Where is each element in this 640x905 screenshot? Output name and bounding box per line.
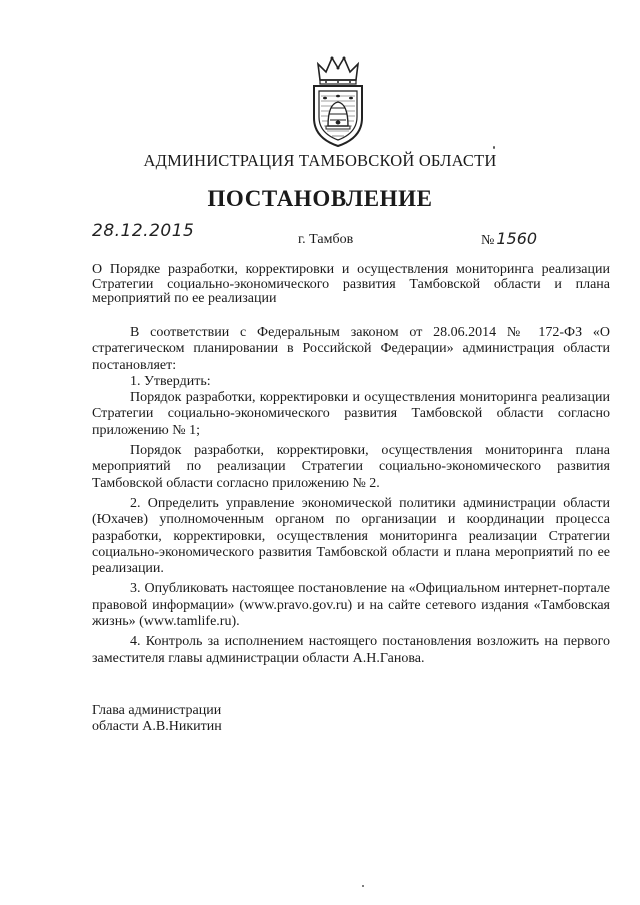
body-paragraph: Порядок разработки, корректировки и осуществления мониторинга реализации Стратегии социально-экономического развития Тамбовской области согласно приложению № 1; bbox=[92, 390, 610, 438]
body-paragraph: 4. Контроль за исполнением настоящего постановления возложить на первого заместителя главы администрации области А.Н.Ганова. bbox=[92, 634, 610, 666]
tambov-coat-of-arms-icon bbox=[306, 52, 370, 148]
body-paragraph: 3. Опубликовать настоящее постановление на «Официальном интернет-портале правовой информации» (www.pravo.gov.ru) и на сайте сетевого издания «Тамбовская жизнь» (www.tamlife.ru). bbox=[92, 581, 610, 630]
document-date: 28.12.2015 bbox=[92, 221, 195, 241]
body-paragraph: 1. Утвердить: bbox=[130, 373, 211, 389]
signature-block bbox=[92, 703, 222, 735]
scan-speck bbox=[493, 146, 495, 149]
signature-line: области А.В.Никитин bbox=[92, 719, 222, 734]
signature-line: Глава администрации bbox=[92, 703, 222, 718]
document-body bbox=[92, 325, 610, 667]
number-value: 1560 bbox=[496, 229, 538, 248]
organization-name: АДМИНИСТРАЦИЯ ТАМБОВСКОЙ ОБЛАСТИ bbox=[143, 151, 497, 170]
document-number bbox=[481, 229, 537, 249]
scan-speck bbox=[362, 885, 364, 887]
city-name: г. Тамбов bbox=[298, 232, 354, 247]
document-subject: О Порядке разработки, корректировки и осуществления мониторинга реализации Стратегии социально-экономического развития Тамбовской области и плана мероприятий по ее реализации bbox=[92, 262, 610, 306]
number-prefix: № bbox=[481, 233, 495, 248]
document-title: ПОСТАНОВЛЕНИЕ bbox=[207, 186, 433, 211]
body-paragraph: 2. Определить управление экономической политики администрации области (Юхачев) уполномоченным органом по организации и координации процесса разработки, корректировки, осуществления мониторинга реализации Стратегии социально-экономического развития Тамбовской области и плана мероприятий по ее реализации. bbox=[92, 495, 610, 577]
body-paragraph: В соответствии с Федеральным законом от 28.06.2014 № 172-ФЗ «О стратегическом планировании в Российской Федерации» администрация области постановляет: bbox=[92, 325, 610, 373]
body-paragraph: Порядок разработки, корректировки, осуществления мониторинга плана мероприятий по реализации Стратегии социально-экономического развития Тамбовской области согласно приложению № 2. bbox=[92, 443, 610, 491]
